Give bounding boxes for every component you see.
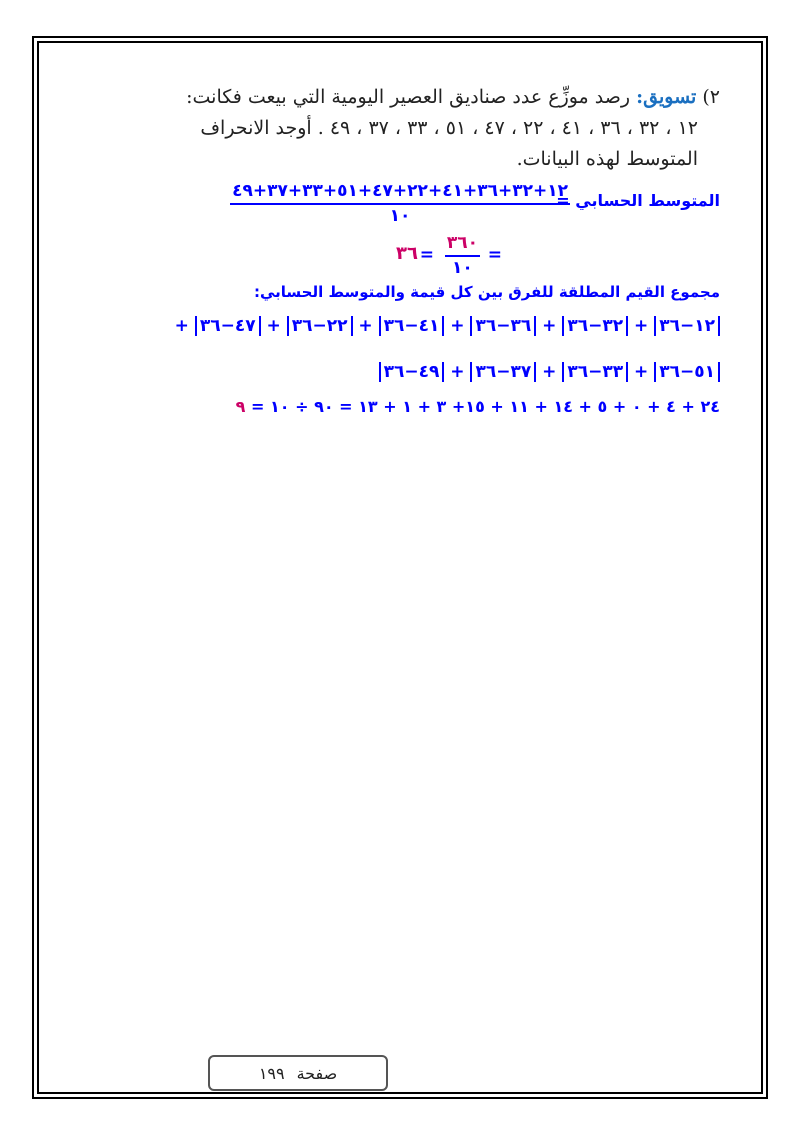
abs-term: ٤٩−٣٦ — [379, 362, 445, 382]
abs-term: ٥١−٣٦ — [654, 362, 720, 382]
mean-denominator: ١٠ — [389, 206, 411, 226]
abs-line-2: ٥١−٣٦ + ٣٣−٣٦ + ٣٧−٣٦ + ٤٩−٣٦ — [70, 355, 720, 393]
problem-line-2: ١٢ ، ٣٢ ، ٣٦ ، ٤١ ، ٢٢ ، ٤٧ ، ٥١ ، ٣٣ ، ٣٧ ، ٤٩ . أوجد الانحراف — [200, 117, 698, 139]
final-result: ٩ — [235, 397, 246, 416]
final-sum: ٢٤ + ٤ + ٠ + ٥ + ١٤ + ١١ + ١٥+ ٣ + ١ + ١٣ = ٩٠ ÷ ١٠ = — [251, 397, 720, 416]
page-number-box — [208, 1055, 388, 1091]
abs-term: ٣٣−٣٦ — [562, 362, 628, 382]
problem-line-1-text: رصد موزِّع عدد صناديق العصير اليومية التي بيعت فكانت: — [186, 86, 631, 108]
step2-eq: = — [487, 245, 502, 265]
abs-term: ٣٢−٣٦ — [562, 316, 628, 336]
abs-term: ٢٢−٣٦ — [287, 316, 353, 336]
step2-numerator: ٣٦٠ — [445, 233, 480, 257]
abs-term: ٣٧−٣٦ — [470, 362, 536, 382]
problem-line-1 — [70, 82, 720, 113]
problem-number: ٢) — [702, 86, 720, 108]
abs-term: ٤٧−٣٦ — [195, 316, 261, 336]
mean-result — [70, 233, 720, 283]
step2-eq2: = — [419, 245, 434, 265]
step2-denominator: ١٠ — [452, 258, 473, 278]
mean-numerator: ١٢+٣٢+٣٦+٤١+٢٢+٤٧+٥١+٣٣+٣٧+٤٩ — [230, 181, 570, 205]
mean-formula — [70, 181, 720, 233]
page-label: صفحة — [296, 1063, 338, 1083]
abs-term: ٤١−٣٦ — [379, 316, 445, 336]
abs-heading: مجموع القيم المطلقة للفرق بين كل قيمة والمتوسط الحسابي: — [253, 283, 720, 301]
abs-term: ١٢−٣٦ — [654, 316, 720, 336]
step2-result: ٣٦ — [396, 243, 418, 264]
step2-fraction — [445, 233, 480, 278]
abs-line-1: ١٢−٣٦ + ٣٢−٣٦ + ٣٦−٣٦ + ٤١−٣٦ + ٢٢−٣٦ + ٤٧−٣٦ + — [70, 309, 720, 355]
mean-label: المتوسط الحسابي = — [556, 191, 720, 210]
abs-term: ٣٦−٣٦ — [470, 316, 536, 336]
mean-fraction — [230, 181, 570, 226]
final-sum-line — [70, 393, 720, 421]
problem-statement — [70, 82, 720, 175]
problem-line-3: المتوسط لهذه البيانات. — [516, 148, 698, 170]
problem-tag: تسويق: — [636, 86, 697, 108]
content — [70, 82, 720, 421]
page-number: ١٩٩ — [258, 1063, 285, 1083]
